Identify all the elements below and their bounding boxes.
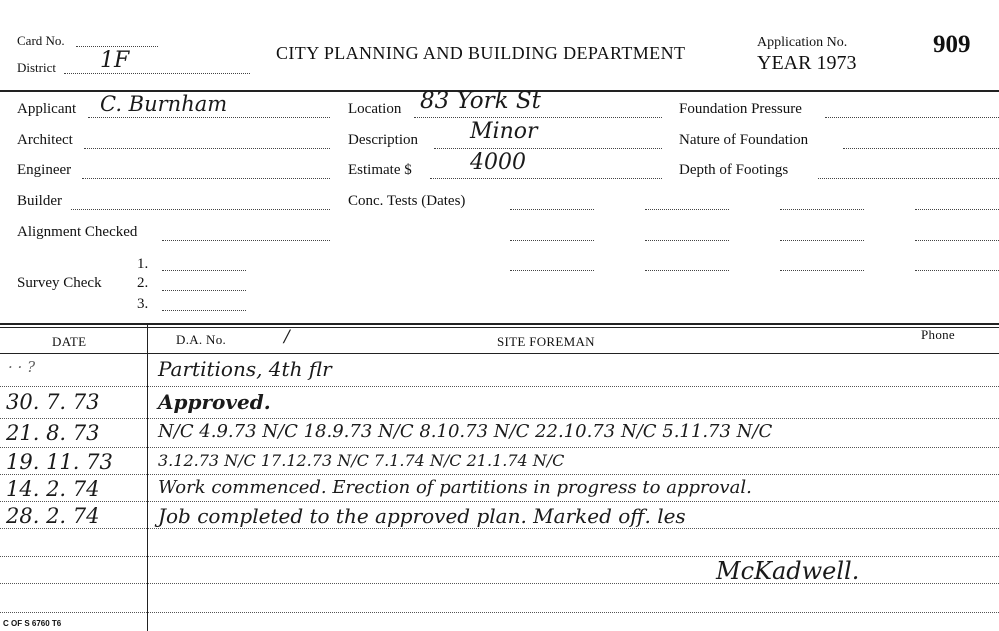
survey-line-1	[162, 270, 246, 271]
architect-line	[84, 148, 330, 149]
engineer-line	[82, 178, 330, 179]
survey-number-3: 3.	[137, 296, 149, 312]
location-label: Location	[348, 101, 402, 117]
card-no-line	[76, 46, 158, 47]
log-header-rule	[0, 353, 999, 354]
da-no-header: D.A. No.	[176, 332, 227, 347]
nature-of-foundation-label: Nature of Foundation	[679, 132, 809, 148]
row-separator	[0, 474, 999, 475]
estimate-label: Estimate $	[348, 162, 412, 178]
application-number: 909	[933, 31, 971, 58]
foundation-pressure-label: Foundation Pressure	[679, 101, 802, 117]
log-row-entry: Partitions, 4th flr	[158, 357, 332, 381]
card-no-label: Card No.	[17, 33, 65, 48]
log-row-date: 19. 11. 73	[6, 450, 113, 474]
row-separator	[0, 612, 999, 613]
log-row-date: 21. 8. 73	[6, 421, 100, 445]
survey-check-label: Survey Check	[17, 275, 102, 291]
survey-number-2: 2.	[137, 275, 149, 291]
foreman-signature: McKadwell.	[716, 557, 860, 585]
estimate-line	[430, 178, 662, 179]
survey-line-3	[162, 310, 246, 311]
da-no-value: /	[284, 327, 290, 347]
applicant-line	[88, 117, 330, 118]
architect-label: Architect	[17, 132, 73, 148]
description-label: Description	[348, 132, 418, 148]
conc-line-1c	[780, 209, 864, 210]
form-code: C OF S 6760 T6	[3, 619, 62, 628]
conc-line-1a	[510, 209, 594, 210]
conc-line-2d	[915, 240, 999, 241]
row-separator	[0, 447, 999, 448]
application-no-label: Application No.	[757, 35, 848, 50]
row-separator	[0, 418, 999, 419]
conc-line-2c	[780, 240, 864, 241]
depth-line	[818, 178, 999, 179]
survey-line-2	[162, 290, 246, 291]
nature-line	[843, 148, 999, 149]
row-separator	[0, 386, 999, 387]
log-row-date: 14. 2. 74	[6, 477, 100, 501]
alignment-label: Alignment Checked	[17, 224, 138, 240]
log-row-entry: N/C 4.9.73 N/C 18.9.73 N/C 8.10.73 N/C 22.10.73 N/C 5.11.73 N/C	[158, 421, 773, 442]
date-column-divider	[147, 325, 148, 631]
location-line	[414, 117, 662, 118]
engineer-label: Engineer	[17, 162, 72, 178]
conc-line-2a	[510, 240, 594, 241]
conc-line-2b	[645, 240, 729, 241]
depth-of-footings-label: Depth of Footings	[679, 162, 789, 178]
location-value: 83 York St	[420, 88, 541, 114]
log-top-rule-2	[0, 327, 999, 328]
site-foreman-header: SITE FOREMAN	[497, 334, 595, 349]
row-separator	[0, 528, 999, 529]
conc-line-1d	[915, 209, 999, 210]
log-row-date: 28. 2. 74	[6, 504, 100, 528]
estimate-value: 4000	[470, 150, 526, 175]
department-title: CITY PLANNING AND BUILDING DEPARTMENT	[276, 43, 686, 63]
foundation-pressure-line	[825, 117, 999, 118]
district-label: District	[17, 60, 56, 75]
row-separator	[0, 501, 999, 502]
district-value: 1F	[100, 48, 130, 73]
phone-header: Phone	[921, 327, 955, 342]
description-line	[434, 148, 662, 149]
conc-line-3b	[645, 270, 729, 271]
district-line	[64, 73, 250, 74]
alignment-line	[162, 240, 330, 241]
conc-line-1b	[645, 209, 729, 210]
conc-line-3c	[780, 270, 864, 271]
builder-label: Builder	[17, 193, 62, 209]
conc-line-3d	[915, 270, 999, 271]
conc-tests-label: Conc. Tests (Dates)	[348, 193, 466, 209]
builder-line	[71, 209, 330, 210]
applicant-label: Applicant	[17, 101, 77, 117]
log-row-entry: Job completed to the approved plan. Marked off. les	[158, 504, 686, 528]
log-row-date: · · ?	[8, 358, 36, 376]
log-row-entry: Work commenced. Erection of partitions in progress to approval.	[158, 477, 752, 498]
log-row-date: 30. 7. 73	[6, 390, 100, 414]
log-row-entry: 3.12.73 N/C 17.12.73 N/C 7.1.74 N/C 21.1.74 N/C	[158, 451, 565, 470]
description-value: Minor	[470, 119, 538, 144]
log-top-rule	[0, 323, 999, 325]
conc-line-3a	[510, 270, 594, 271]
applicant-value: C. Burnham	[100, 92, 228, 116]
survey-number-1: 1.	[137, 256, 149, 272]
date-header: DATE	[52, 334, 87, 349]
year-label: YEAR 1973	[757, 52, 857, 74]
log-row-entry: Approved.	[158, 390, 271, 414]
